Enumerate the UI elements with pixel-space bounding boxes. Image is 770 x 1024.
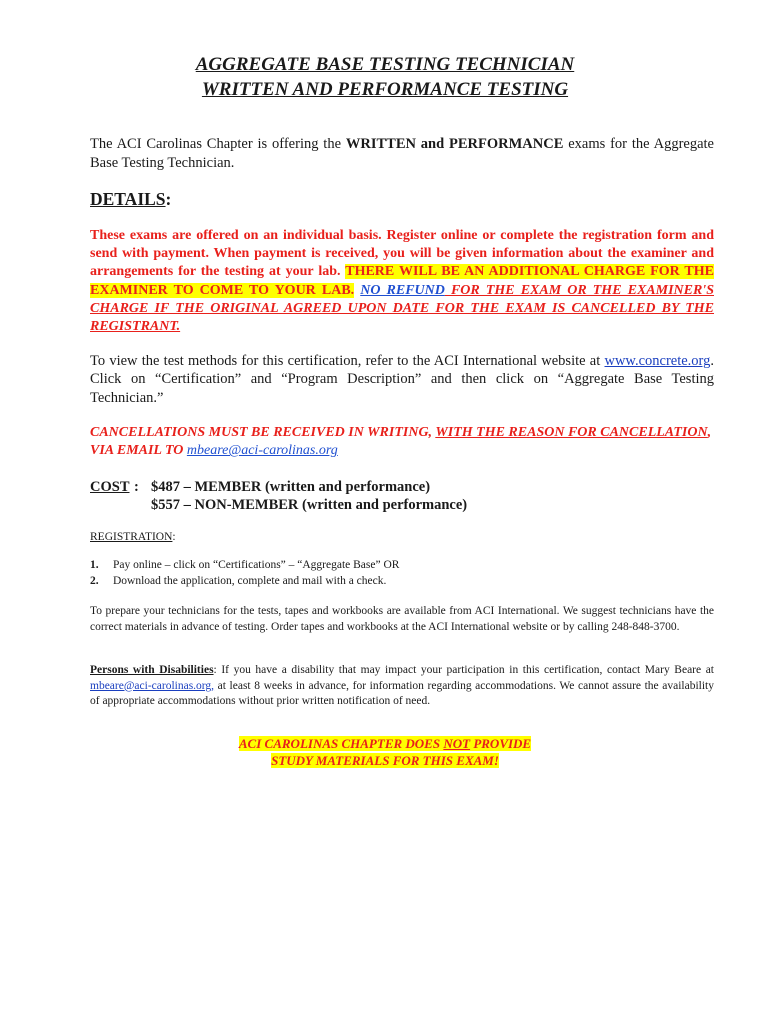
disabilities-text-1: : If you have a disability that may impact your participation in this certification, contact Mary Beare at	[213, 664, 714, 676]
document-title	[0, 52, 770, 102]
details-heading	[90, 187, 714, 211]
cost-label: COST	[90, 479, 130, 495]
notice-not: NOT	[443, 736, 471, 751]
preparation-paragraph: To prepare your technicians for the tests, tapes and workbooks are available from ACI International. We suggest technicians have the correct materials in advance of testing. Order tapes and workbooks at the ACI International website or by calling 248-848-3700.	[90, 605, 714, 633]
notice-line-2-text: STUDY MATERIALS FOR THIS EXAM!	[271, 752, 499, 768]
title-line-1: AGGREGATE BASE TESTING TECHNICIAN	[195, 54, 575, 75]
list-item-text: Pay online – click on “Certifications” – “Aggregate Base” OR	[113, 559, 400, 571]
registration-list	[90, 558, 714, 589]
list-item	[90, 558, 714, 574]
title-line-2: WRITTEN AND PERFORMANCE TESTING	[201, 79, 569, 100]
cancellation-email-link[interactable]: mbeare@aci-carolinas.org	[186, 443, 338, 459]
details-paragraph	[90, 227, 714, 336]
notice-text-1: ACI CAROLINAS CHAPTER DOES	[238, 736, 444, 751]
intro-bold-exams: WRITTEN and PERFORMANCE	[345, 136, 564, 152]
disabilities-label: Persons with Disabilities	[90, 664, 214, 676]
refund-policy-text: FOR THE EXAM OR THE EXAMINER'S CHARGE IF THE ORIGINAL AGREED UPON DATE FOR THE EXAM IS CANCELLED BY THE REGISTRANT.	[90, 282, 714, 335]
details-text: These exams are offered on an individual basis. Register online or complete the registration form and send with payment. When payment is received, you will be given information about the examiner and arrangements for the testing at your lab.	[90, 228, 714, 280]
notice-line-1	[0, 736, 770, 753]
details-heading-text: DETAILS	[90, 189, 166, 209]
cancellation-text-2: , VIA EMAIL TO	[90, 425, 712, 459]
notice-text-2: PROVIDE	[470, 736, 532, 751]
disabilities-text-2: at least 8 weeks in advance, for information regarding accommodations. We cannot assure the availability of appropriate accommodations without prior written notification of need.	[90, 679, 714, 707]
notice-line-2	[0, 753, 770, 770]
no-refund-text: NO REFUND	[360, 282, 445, 298]
list-item-number: 2.	[90, 574, 99, 587]
study-materials-notice	[0, 736, 770, 769]
details-heading-colon: :	[165, 189, 172, 209]
cost-nonmember: $557 – NON-MEMBER (written and performance)	[151, 497, 468, 514]
intro-paragraph	[90, 135, 714, 173]
cost-row-nonmember	[90, 496, 714, 514]
test-methods-text-1: To view the test methods for this certification, refer to the ACI International website at	[90, 353, 605, 369]
cancellation-reason-text: WITH THE REASON FOR CANCELLATION	[435, 425, 708, 440]
disabilities-paragraph	[90, 663, 714, 710]
list-item-text: Download the application, complete and mail with a check.	[113, 574, 387, 587]
registration-heading	[90, 529, 714, 545]
intro-text-1: The ACI Carolinas Chapter is offering the	[90, 136, 346, 152]
cost-row-member	[90, 478, 714, 496]
cost-label-colon: :	[134, 479, 139, 495]
disabilities-email-link[interactable]: mbeare@aci-carolinas.org,	[90, 679, 215, 692]
test-methods-text-2: . Click on “Certification” and “Program Description” and then click on “Aggregate Base Testing Technician.”	[90, 353, 714, 406]
list-item	[90, 574, 714, 590]
cancellation-notice	[90, 424, 714, 461]
intro-text-2: exams for the Aggregate Base Testing Technician.	[90, 136, 714, 171]
registration-heading-colon: :	[172, 531, 176, 543]
registration-heading-text: REGISTRATION	[90, 531, 173, 543]
concrete-org-link[interactable]: www.concrete.org	[604, 353, 711, 369]
cost-section	[90, 478, 714, 515]
cost-member: $487 – MEMBER (written and performance)	[151, 479, 431, 495]
cancellation-text-1: CANCELLATIONS MUST BE RECEIVED IN WRITING,	[90, 425, 436, 440]
list-item-number: 1.	[90, 559, 99, 571]
additional-charge-highlight: THERE WILL BE AN ADDITIONAL CHARGE FOR THE EXAMINER TO COME TO YOUR LAB.	[90, 264, 714, 298]
notice-highlight	[239, 736, 531, 751]
test-methods-paragraph	[90, 352, 714, 407]
